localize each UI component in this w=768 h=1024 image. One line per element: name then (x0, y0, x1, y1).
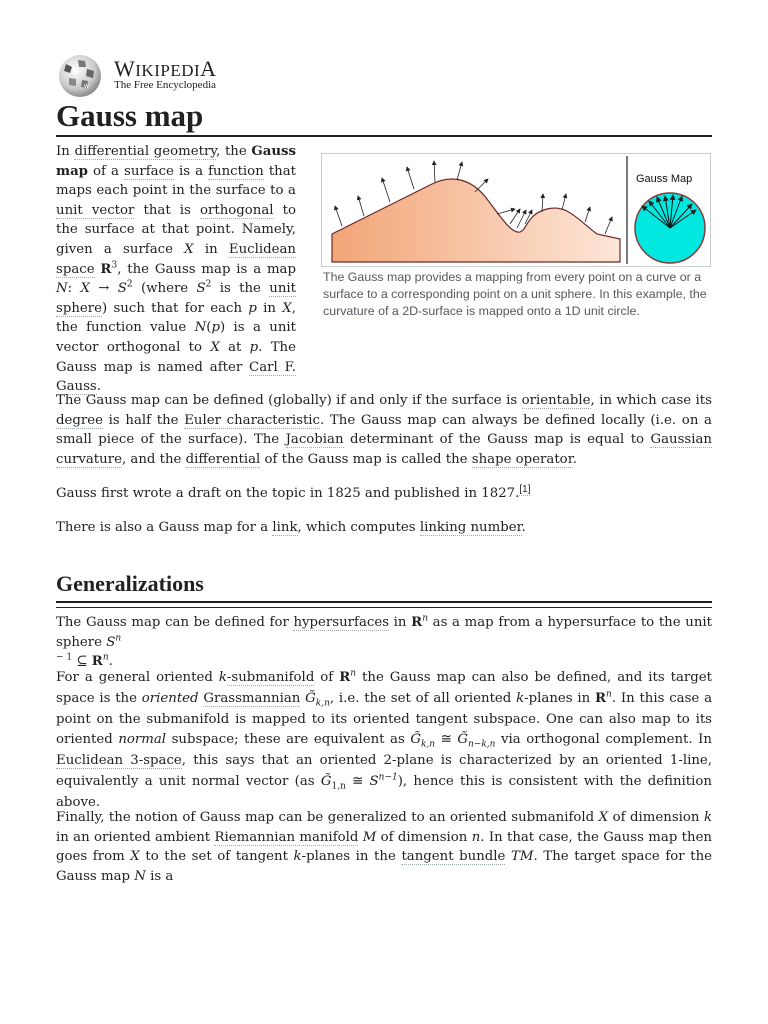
page-title: Gauss map (56, 98, 712, 137)
section-heading-generalizations: Generalizations (56, 569, 712, 603)
tagline: The Free Encyclopedia (114, 79, 217, 91)
link-hypersurfaces[interactable]: hypersurfaces (293, 615, 390, 630)
link-differential[interactable]: differential (185, 451, 261, 467)
link-jacobian[interactable]: Jacobian (285, 432, 344, 448)
link-euclidean-3-space[interactable]: Euclidean 3-space (56, 753, 182, 769)
inset-label: Gauss Map (636, 173, 693, 185)
link-euler-characteristic[interactable]: Euler characteristic (184, 412, 320, 428)
section-divider (56, 607, 712, 608)
link-gaussian-curvature[interactable]: Gaussian curvature (56, 432, 712, 467)
paragraph-history: Gauss first wrote a draft on the topic in 1825 and published in 1827.[1] (56, 483, 531, 501)
svg-text:W: W (84, 84, 89, 90)
link-unit-sphere[interactable]: unit sphere (56, 281, 296, 316)
paragraph-link: There is also a Gauss map for a link, which computes linking number. (56, 520, 526, 535)
link-surface[interactable]: surface (124, 163, 174, 179)
link-tangent-bundle[interactable]: tangent bundle (401, 849, 506, 865)
reference-link-1[interactable]: [1] (519, 483, 531, 495)
link-riemannian-manifold[interactable]: Riemannian manifold (214, 829, 359, 845)
link-orthogonal[interactable]: orthogonal (199, 202, 274, 218)
gauss-map-illustration (322, 154, 710, 266)
paragraph-submanifold: For a general oriented k-submanifold of $R^n$ the Gauss map can also be defined, and its target space is the oriented Grassmannian $G̃_{k,n}$, i.e. the set of all oriented k-planes in $R^n$. In this case a point on the submanifold is mapped to its oriented tangent subspace. One can also map to its oriented normal subspace; these are equivalent as $G̃_{k,n}$ ≅ $G̃_{n-k,n}$ via orthogonal complement. In Euclidean 3-space, this says that an oriented 2-plane is characterized by an oriented 1-line, equivalently a unit normal vector (as $G̃_{1,n}$ ≅ $S^{n-1}$), hence this is consistent with the definition above. (56, 668, 712, 810)
link-linking-number[interactable]: linking number (419, 520, 522, 535)
link-submanifold[interactable]: -submanifold (226, 670, 315, 685)
link-orientable[interactable]: orientable (521, 393, 591, 408)
link-shape-operator[interactable]: shape operator (471, 451, 573, 467)
link-degree[interactable]: degree (56, 412, 103, 428)
svg-text:Ω: Ω (73, 69, 78, 76)
link-link[interactable]: link (272, 520, 298, 535)
lead-paragraph: In differential geometry, the Gauss map of a surface is a function that maps each point in the surface to a unit vector that is orthogonal to the surface at that point. Namely, given a surface X in Euclidean space $R^3$, the Gauss map is a map N: $X \to S^2$ (where $S^2$ is the unit sphere) such that for each p in X, the function value N(p) is a unit vector orthogonal to X at p. The Gauss map is named after Carl F. Gauss. (56, 144, 296, 395)
link-function[interactable]: function (208, 163, 264, 179)
paragraph-hypersurfaces: The Gauss map can be defined for hypersurfaces in $R^n$ as a map from a hypersurface to the unit sphere $S^n$ $^{- 1}$ ⊆ $R^n$. (56, 613, 712, 670)
link-differential-geometry[interactable]: differential geometry (74, 144, 217, 159)
link-euclidean-space[interactable]: Euclidean space (56, 241, 296, 277)
gauss-map-figure[interactable] (321, 153, 711, 267)
paragraph-orientability: The Gauss map can be defined (globally) if and only if the surface is orientable, in which case its degree is half the Euler characteristic. The Gauss map can always be defined locally (i.e. on a small piece of the surface). The Jacobian determinant of the Gauss map is equal to Gaussian curvature, and the differential of the Gauss map is called the shape operator. (56, 393, 712, 467)
wordmark[interactable]: WIKIPEDIA (114, 56, 217, 81)
link-unit-vector[interactable]: unit vector (56, 202, 135, 218)
figure-caption: The Gauss map provides a mapping from every point on a curve or a surface to a corresponding point on a unit sphere. In this example, the curvature of a 2D-surface is mapped onto a 1D unit circle. (323, 270, 707, 318)
link-grassmannian[interactable]: Grassmannian (203, 690, 301, 706)
wikipedia-globe-icon[interactable] (56, 54, 104, 98)
link-carl-gauss[interactable]: Carl F. Gauss (56, 359, 296, 395)
paragraph-riemannian: Finally, the notion of Gauss map can be generalized to an oriented submanifold X of dimension k in an oriented ambient Riemannian manifold M of dimension n. In that case, the Gauss map then goes from X to the set of tangent k-planes in the tangent bundle TM. The target space for the Gauss map N is a (56, 810, 713, 884)
